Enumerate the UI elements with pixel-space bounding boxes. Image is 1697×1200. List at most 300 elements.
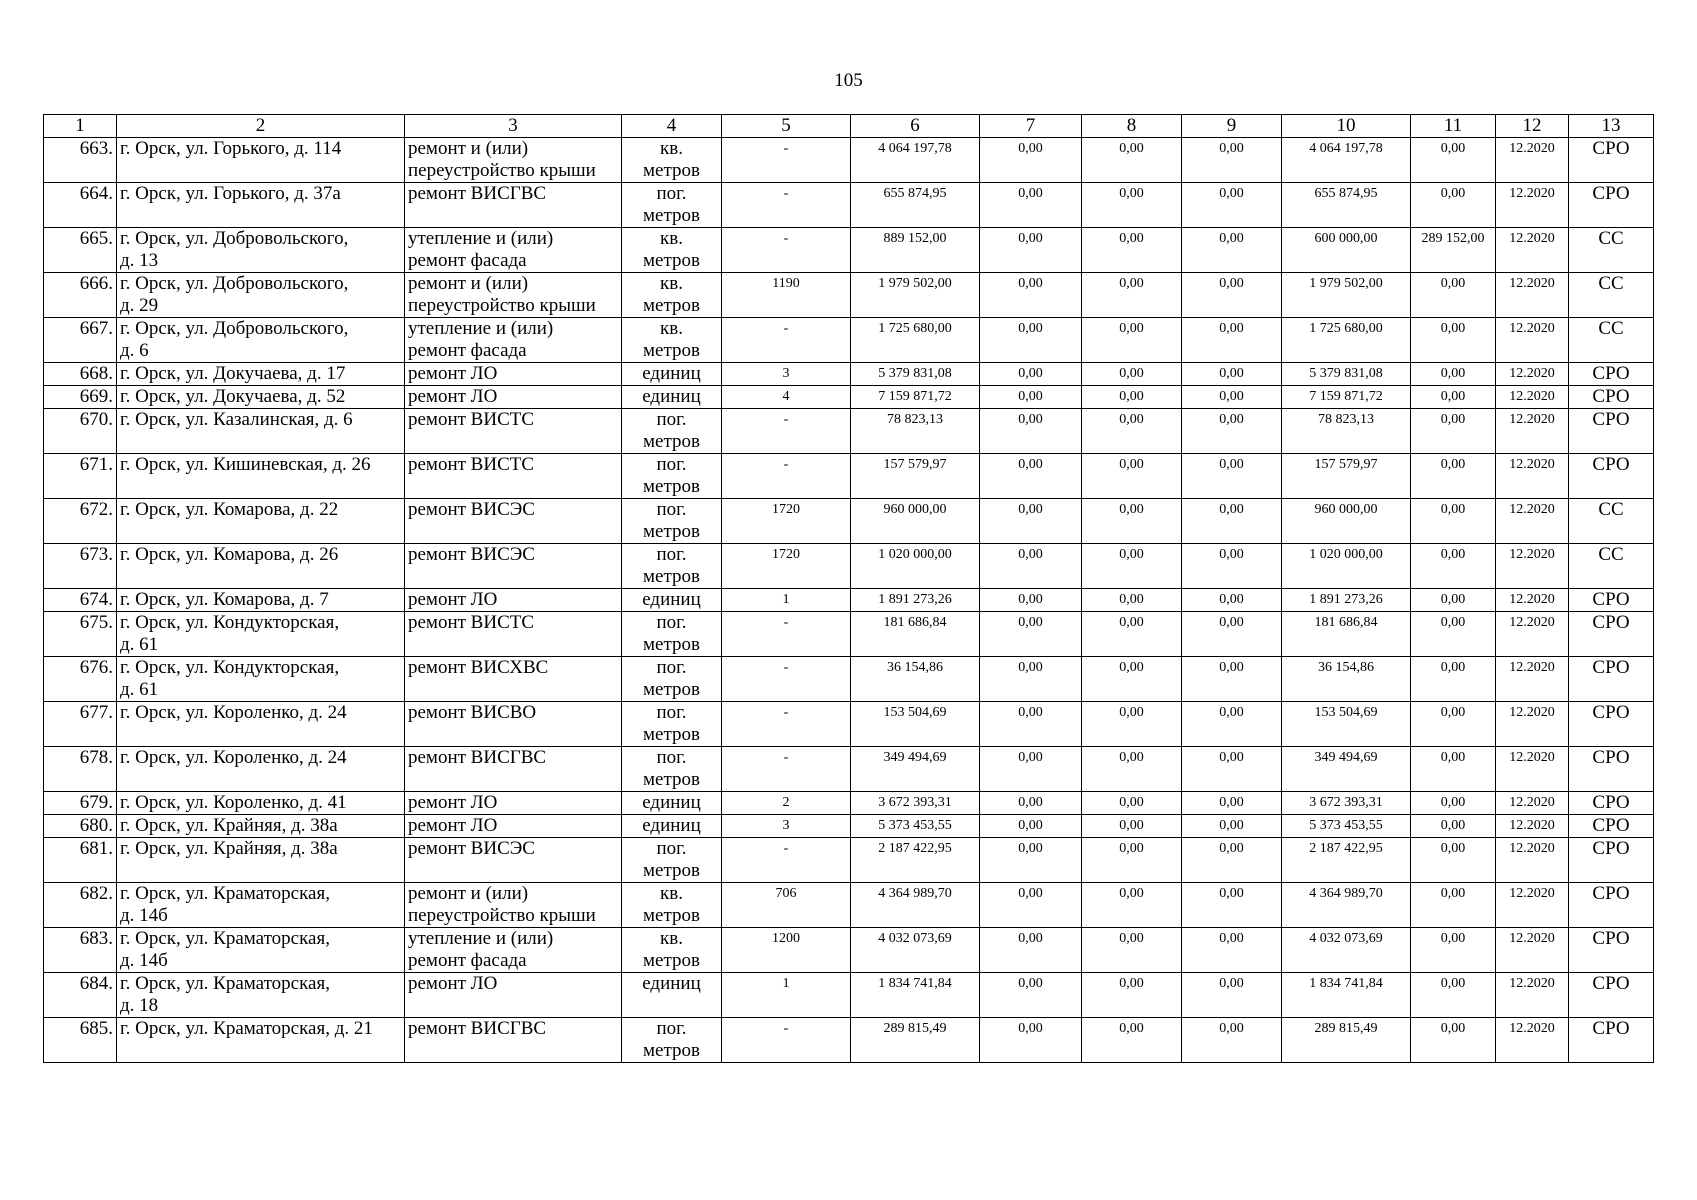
unit-line: единиц <box>642 815 701 836</box>
unit-cell <box>622 612 722 657</box>
addr-line: д. 61 <box>120 679 159 700</box>
addr-line: г. Орск, ул. Добровольского, <box>120 228 349 249</box>
total-cost-cell: 289 815,49 <box>851 1018 980 1063</box>
funding-col7-cell: 0,00 <box>980 815 1082 838</box>
work-type-cell <box>405 363 622 386</box>
column-header: 5 <box>722 115 851 138</box>
row-number-cell: 680. <box>44 815 117 838</box>
funding-col8-cell: 0,00 <box>1082 454 1182 499</box>
total-cost-cell: 1 725 680,00 <box>851 318 980 363</box>
deadline-cell: 12.2020 <box>1496 183 1569 228</box>
addr-line: г. Орск, ул. Комарова, д. 22 <box>120 499 339 520</box>
funding-col11-cell: 0,00 <box>1411 928 1496 973</box>
work-line: ремонт и (или) <box>408 273 529 294</box>
addr-line: г. Орск, ул. Краматорская, <box>120 973 330 994</box>
funding-col10-cell: 349 494,69 <box>1282 747 1411 792</box>
row-number-cell: 667. <box>44 318 117 363</box>
funding-col10-cell: 1 891 273,26 <box>1282 589 1411 612</box>
funding-col11-cell: 0,00 <box>1411 815 1496 838</box>
row-number-cell: 676. <box>44 657 117 702</box>
unit-line: кв. <box>660 883 683 904</box>
work-line: ремонт и (или) <box>408 883 529 904</box>
funding-method-cell: СРО <box>1569 657 1654 702</box>
deadline-cell: 12.2020 <box>1496 363 1569 386</box>
volume-cell: 1 <box>722 973 851 1018</box>
work-type-cell <box>405 273 622 318</box>
work-type-cell <box>405 657 622 702</box>
addr-line: г. Орск, ул. Короленко, д. 24 <box>120 702 347 723</box>
work-line: ремонт ЛО <box>408 363 498 384</box>
funding-col7-cell: 0,00 <box>980 454 1082 499</box>
unit-line: метров <box>643 860 700 881</box>
total-cost-cell: 181 686,84 <box>851 612 980 657</box>
deadline-cell: 12.2020 <box>1496 838 1569 883</box>
funding-col8-cell: 0,00 <box>1082 138 1182 183</box>
funding-col8-cell: 0,00 <box>1082 363 1182 386</box>
funding-col8-cell: 0,00 <box>1082 928 1182 973</box>
table-row <box>44 273 1654 318</box>
funding-col11-cell: 0,00 <box>1411 273 1496 318</box>
table-row <box>44 228 1654 273</box>
work-type-cell <box>405 815 622 838</box>
work-line: утепление и (или) <box>408 928 554 949</box>
table-row <box>44 589 1654 612</box>
volume-cell: - <box>722 138 851 183</box>
row-number-cell: 675. <box>44 612 117 657</box>
addr-line: г. Орск, ул. Докучаева, д. 17 <box>120 363 346 384</box>
unit-line: пог. <box>656 612 687 633</box>
total-cost-cell: 7 159 871,72 <box>851 386 980 409</box>
row-number-cell: 671. <box>44 454 117 499</box>
table-row <box>44 747 1654 792</box>
volume-cell: - <box>722 454 851 499</box>
addr-line: г. Орск, ул. Кондукторская, <box>120 612 340 633</box>
deadline-cell: 12.2020 <box>1496 792 1569 815</box>
work-line: переустройство крыши <box>408 905 596 926</box>
funding-col10-cell: 2 187 422,95 <box>1282 838 1411 883</box>
unit-line: метров <box>643 1040 700 1061</box>
funding-col9-cell: 0,00 <box>1182 183 1282 228</box>
funding-method-cell: СРО <box>1569 363 1654 386</box>
unit-cell <box>622 183 722 228</box>
funding-col8-cell: 0,00 <box>1082 589 1182 612</box>
address-cell <box>117 499 405 544</box>
work-type-cell <box>405 386 622 409</box>
funding-col8-cell: 0,00 <box>1082 838 1182 883</box>
address-cell <box>117 363 405 386</box>
unit-line: кв. <box>660 273 683 294</box>
unit-line: пог. <box>656 838 687 859</box>
volume-cell: 1720 <box>722 499 851 544</box>
funding-method-cell: СРО <box>1569 386 1654 409</box>
total-cost-cell: 78 823,13 <box>851 409 980 454</box>
funding-method-cell: СРО <box>1569 928 1654 973</box>
unit-line: кв. <box>660 928 683 949</box>
row-number-cell: 670. <box>44 409 117 454</box>
table-row <box>44 928 1654 973</box>
work-line: ремонт ВИСГВС <box>408 1018 547 1039</box>
addr-line: г. Орск, ул. Краматорская, д. 21 <box>120 1018 373 1039</box>
funding-col10-cell: 1 834 741,84 <box>1282 973 1411 1018</box>
funding-col8-cell: 0,00 <box>1082 318 1182 363</box>
funding-col8-cell: 0,00 <box>1082 973 1182 1018</box>
work-type-cell <box>405 454 622 499</box>
funding-col7-cell: 0,00 <box>980 183 1082 228</box>
address-cell <box>117 792 405 815</box>
funding-col9-cell: 0,00 <box>1182 973 1282 1018</box>
funding-col10-cell: 5 373 453,55 <box>1282 815 1411 838</box>
funding-col11-cell: 0,00 <box>1411 973 1496 1018</box>
funding-col10-cell: 181 686,84 <box>1282 612 1411 657</box>
funding-col7-cell: 0,00 <box>980 589 1082 612</box>
addr-line: г. Орск, ул. Краматорская, <box>120 883 330 904</box>
work-line: ремонт ВИСЭС <box>408 499 535 520</box>
work-type-cell <box>405 544 622 589</box>
column-header: 4 <box>622 115 722 138</box>
addr-line: г. Орск, ул. Короленко, д. 24 <box>120 747 347 768</box>
unit-line: пог. <box>656 1018 687 1039</box>
unit-cell <box>622 589 722 612</box>
page-number: 105 <box>834 70 863 91</box>
row-number-cell: 664. <box>44 183 117 228</box>
deadline-cell: 12.2020 <box>1496 409 1569 454</box>
unit-line: пог. <box>656 702 687 723</box>
unit-cell <box>622 973 722 1018</box>
addr-line: г. Орск, ул. Короленко, д. 41 <box>120 792 347 813</box>
table-row <box>44 183 1654 228</box>
address-cell <box>117 815 405 838</box>
unit-line: метров <box>643 521 700 542</box>
deadline-cell: 12.2020 <box>1496 318 1569 363</box>
funding-col8-cell: 0,00 <box>1082 747 1182 792</box>
address-cell <box>117 318 405 363</box>
funding-method-cell: СРО <box>1569 815 1654 838</box>
unit-cell <box>622 409 722 454</box>
funding-col10-cell: 4 032 073,69 <box>1282 928 1411 973</box>
volume-cell: 3 <box>722 815 851 838</box>
table-row <box>44 1018 1654 1063</box>
funding-col8-cell: 0,00 <box>1082 657 1182 702</box>
row-number-cell: 669. <box>44 386 117 409</box>
unit-cell <box>622 883 722 928</box>
funding-col11-cell: 0,00 <box>1411 499 1496 544</box>
unit-line: кв. <box>660 228 683 249</box>
funding-col11-cell: 0,00 <box>1411 409 1496 454</box>
funding-col10-cell: 3 672 393,31 <box>1282 792 1411 815</box>
funding-col9-cell: 0,00 <box>1182 1018 1282 1063</box>
row-number-cell: 685. <box>44 1018 117 1063</box>
deadline-cell: 12.2020 <box>1496 883 1569 928</box>
column-header: 6 <box>851 115 980 138</box>
unit-line: метров <box>643 160 700 181</box>
funding-method-cell: СС <box>1569 228 1654 273</box>
row-number-cell: 665. <box>44 228 117 273</box>
volume-cell: - <box>722 318 851 363</box>
funding-method-cell: СРО <box>1569 883 1654 928</box>
funding-method-cell: СРО <box>1569 138 1654 183</box>
funding-col7-cell: 0,00 <box>980 499 1082 544</box>
work-type-cell <box>405 589 622 612</box>
total-cost-cell: 153 504,69 <box>851 702 980 747</box>
total-cost-cell: 5 373 453,55 <box>851 815 980 838</box>
total-cost-cell: 4 032 073,69 <box>851 928 980 973</box>
work-line: ремонт фасада <box>408 340 527 361</box>
volume-cell: - <box>722 183 851 228</box>
table-row <box>44 883 1654 928</box>
funding-method-cell: СРО <box>1569 792 1654 815</box>
funding-col10-cell: 5 379 831,08 <box>1282 363 1411 386</box>
funding-method-cell: СС <box>1569 273 1654 318</box>
work-type-cell <box>405 318 622 363</box>
work-type-cell <box>405 612 622 657</box>
funding-col10-cell: 153 504,69 <box>1282 702 1411 747</box>
address-cell <box>117 454 405 499</box>
funding-col9-cell: 0,00 <box>1182 273 1282 318</box>
total-cost-cell: 5 379 831,08 <box>851 363 980 386</box>
address-cell <box>117 273 405 318</box>
unit-cell <box>622 138 722 183</box>
unit-line: единиц <box>642 792 701 813</box>
funding-col8-cell: 0,00 <box>1082 815 1182 838</box>
work-type-cell <box>405 883 622 928</box>
deadline-cell: 12.2020 <box>1496 973 1569 1018</box>
funding-col11-cell: 0,00 <box>1411 1018 1496 1063</box>
deadline-cell: 12.2020 <box>1496 657 1569 702</box>
column-header: 11 <box>1411 115 1496 138</box>
repair-register-table <box>43 114 1654 1063</box>
address-cell <box>117 544 405 589</box>
unit-line: единиц <box>642 386 701 407</box>
table-row <box>44 386 1654 409</box>
unit-line: пог. <box>656 183 687 204</box>
table-row <box>44 702 1654 747</box>
work-type-cell <box>405 1018 622 1063</box>
funding-method-cell: СРО <box>1569 612 1654 657</box>
addr-line: г. Орск, ул. Кишиневская, д. 26 <box>120 454 371 475</box>
funding-col8-cell: 0,00 <box>1082 499 1182 544</box>
addr-line: г. Орск, ул. Добровольского, <box>120 318 349 339</box>
funding-col10-cell: 4 064 197,78 <box>1282 138 1411 183</box>
work-type-cell <box>405 138 622 183</box>
unit-line: пог. <box>656 454 687 475</box>
unit-cell <box>622 792 722 815</box>
funding-col7-cell: 0,00 <box>980 657 1082 702</box>
funding-col9-cell: 0,00 <box>1182 138 1282 183</box>
unit-cell <box>622 273 722 318</box>
unit-line: метров <box>643 724 700 745</box>
work-line: ремонт ВИСЭС <box>408 838 535 859</box>
deadline-cell: 12.2020 <box>1496 815 1569 838</box>
work-line: ремонт ВИСГВС <box>408 747 547 768</box>
funding-col8-cell: 0,00 <box>1082 702 1182 747</box>
row-number-cell: 682. <box>44 883 117 928</box>
table-row <box>44 612 1654 657</box>
unit-line: метров <box>643 250 700 271</box>
unit-cell <box>622 386 722 409</box>
unit-line: метров <box>643 295 700 316</box>
address-cell <box>117 138 405 183</box>
funding-col10-cell: 1 979 502,00 <box>1282 273 1411 318</box>
address-cell <box>117 973 405 1018</box>
deadline-cell: 12.2020 <box>1496 747 1569 792</box>
address-cell <box>117 589 405 612</box>
funding-col11-cell: 0,00 <box>1411 792 1496 815</box>
volume-cell: - <box>722 409 851 454</box>
table-row <box>44 973 1654 1018</box>
funding-col7-cell: 0,00 <box>980 838 1082 883</box>
funding-col7-cell: 0,00 <box>980 386 1082 409</box>
volume-cell: - <box>722 1018 851 1063</box>
table-row <box>44 838 1654 883</box>
funding-col9-cell: 0,00 <box>1182 747 1282 792</box>
work-line: ремонт ВИСГВС <box>408 183 547 204</box>
work-line: ремонт ЛО <box>408 815 498 836</box>
total-cost-cell: 4 364 989,70 <box>851 883 980 928</box>
work-line: ремонт фасада <box>408 250 527 271</box>
work-line: утепление и (или) <box>408 318 554 339</box>
address-cell <box>117 838 405 883</box>
work-line: переустройство крыши <box>408 160 596 181</box>
funding-col7-cell: 0,00 <box>980 702 1082 747</box>
volume-cell: - <box>722 657 851 702</box>
funding-col8-cell: 0,00 <box>1082 228 1182 273</box>
unit-line: кв. <box>660 138 683 159</box>
funding-col10-cell: 36 154,86 <box>1282 657 1411 702</box>
volume-cell: 2 <box>722 792 851 815</box>
funding-col10-cell: 78 823,13 <box>1282 409 1411 454</box>
volume-cell: 3 <box>722 363 851 386</box>
row-number-cell: 679. <box>44 792 117 815</box>
row-number-cell: 677. <box>44 702 117 747</box>
table-body <box>44 138 1654 1063</box>
total-cost-cell: 2 187 422,95 <box>851 838 980 883</box>
address-cell <box>117 386 405 409</box>
funding-col11-cell: 0,00 <box>1411 702 1496 747</box>
addr-line: д. 29 <box>120 295 159 316</box>
addr-line: г. Орск, ул. Докучаева, д. 52 <box>120 386 346 407</box>
funding-method-cell: СРО <box>1569 747 1654 792</box>
address-cell <box>117 1018 405 1063</box>
funding-col10-cell: 600 000,00 <box>1282 228 1411 273</box>
work-line: ремонт ВИСВО <box>408 702 537 723</box>
deadline-cell: 12.2020 <box>1496 499 1569 544</box>
funding-col7-cell: 0,00 <box>980 883 1082 928</box>
work-line: ремонт ВИСТС <box>408 409 535 430</box>
unit-line: метров <box>643 476 700 497</box>
address-cell <box>117 928 405 973</box>
work-type-cell <box>405 228 622 273</box>
unit-line: метров <box>643 905 700 926</box>
column-header: 8 <box>1082 115 1182 138</box>
unit-line: единиц <box>642 363 701 384</box>
work-line: ремонт ВИСХВС <box>408 657 549 678</box>
total-cost-cell: 1 979 502,00 <box>851 273 980 318</box>
funding-col7-cell: 0,00 <box>980 612 1082 657</box>
total-cost-cell: 157 579,97 <box>851 454 980 499</box>
work-type-cell <box>405 792 622 815</box>
table-row <box>44 544 1654 589</box>
unit-line: пог. <box>656 409 687 430</box>
total-cost-cell: 960 000,00 <box>851 499 980 544</box>
total-cost-cell: 655 874,95 <box>851 183 980 228</box>
funding-col9-cell: 0,00 <box>1182 838 1282 883</box>
row-number-cell: 673. <box>44 544 117 589</box>
funding-col9-cell: 0,00 <box>1182 363 1282 386</box>
volume-cell: - <box>722 747 851 792</box>
unit-line: пог. <box>656 657 687 678</box>
row-number-cell: 678. <box>44 747 117 792</box>
deadline-cell: 12.2020 <box>1496 1018 1569 1063</box>
unit-line: единиц <box>642 973 701 994</box>
funding-col9-cell: 0,00 <box>1182 612 1282 657</box>
funding-col7-cell: 0,00 <box>980 928 1082 973</box>
addr-line: г. Орск, ул. Комарова, д. 7 <box>120 589 329 610</box>
total-cost-cell: 1 020 000,00 <box>851 544 980 589</box>
address-cell <box>117 747 405 792</box>
total-cost-cell: 1 834 741,84 <box>851 973 980 1018</box>
funding-col8-cell: 0,00 <box>1082 386 1182 409</box>
work-type-cell <box>405 409 622 454</box>
funding-col8-cell: 0,00 <box>1082 792 1182 815</box>
unit-line: пог. <box>656 747 687 768</box>
deadline-cell: 12.2020 <box>1496 702 1569 747</box>
funding-col9-cell: 0,00 <box>1182 499 1282 544</box>
funding-col9-cell: 0,00 <box>1182 589 1282 612</box>
unit-line: пог. <box>656 544 687 565</box>
volume-cell: 1 <box>722 589 851 612</box>
row-number-cell: 672. <box>44 499 117 544</box>
row-number-cell: 668. <box>44 363 117 386</box>
unit-cell <box>622 499 722 544</box>
unit-cell <box>622 815 722 838</box>
addr-line: г. Орск, ул. Комарова, д. 26 <box>120 544 339 565</box>
column-header: 10 <box>1282 115 1411 138</box>
addr-line: д. 6 <box>120 340 149 361</box>
table-row <box>44 138 1654 183</box>
funding-col9-cell: 0,00 <box>1182 318 1282 363</box>
total-cost-cell: 349 494,69 <box>851 747 980 792</box>
work-line: утепление и (или) <box>408 228 554 249</box>
unit-line: метров <box>643 679 700 700</box>
work-type-cell <box>405 973 622 1018</box>
addr-line: г. Орск, ул. Горького, д. 114 <box>120 138 342 159</box>
volume-cell: 4 <box>722 386 851 409</box>
work-line: ремонт ЛО <box>408 792 498 813</box>
column-header: 3 <box>405 115 622 138</box>
deadline-cell: 12.2020 <box>1496 612 1569 657</box>
funding-col7-cell: 0,00 <box>980 318 1082 363</box>
unit-cell <box>622 702 722 747</box>
funding-col9-cell: 0,00 <box>1182 883 1282 928</box>
addr-line: г. Орск, ул. Казалинская, д. 6 <box>120 409 353 430</box>
work-line: ремонт ВИСТС <box>408 454 535 475</box>
row-number-cell: 681. <box>44 838 117 883</box>
addr-line: г. Орск, ул. Добровольского, <box>120 273 349 294</box>
deadline-cell: 12.2020 <box>1496 589 1569 612</box>
address-cell <box>117 702 405 747</box>
addr-line: г. Орск, ул. Кондукторская, <box>120 657 340 678</box>
funding-method-cell: СС <box>1569 499 1654 544</box>
funding-col11-cell: 0,00 <box>1411 612 1496 657</box>
work-type-cell <box>405 702 622 747</box>
deadline-cell: 12.2020 <box>1496 454 1569 499</box>
column-header: 7 <box>980 115 1082 138</box>
volume-cell: 706 <box>722 883 851 928</box>
funding-col7-cell: 0,00 <box>980 409 1082 454</box>
work-line: переустройство крыши <box>408 295 596 316</box>
unit-line: пог. <box>656 499 687 520</box>
row-number-cell: 663. <box>44 138 117 183</box>
